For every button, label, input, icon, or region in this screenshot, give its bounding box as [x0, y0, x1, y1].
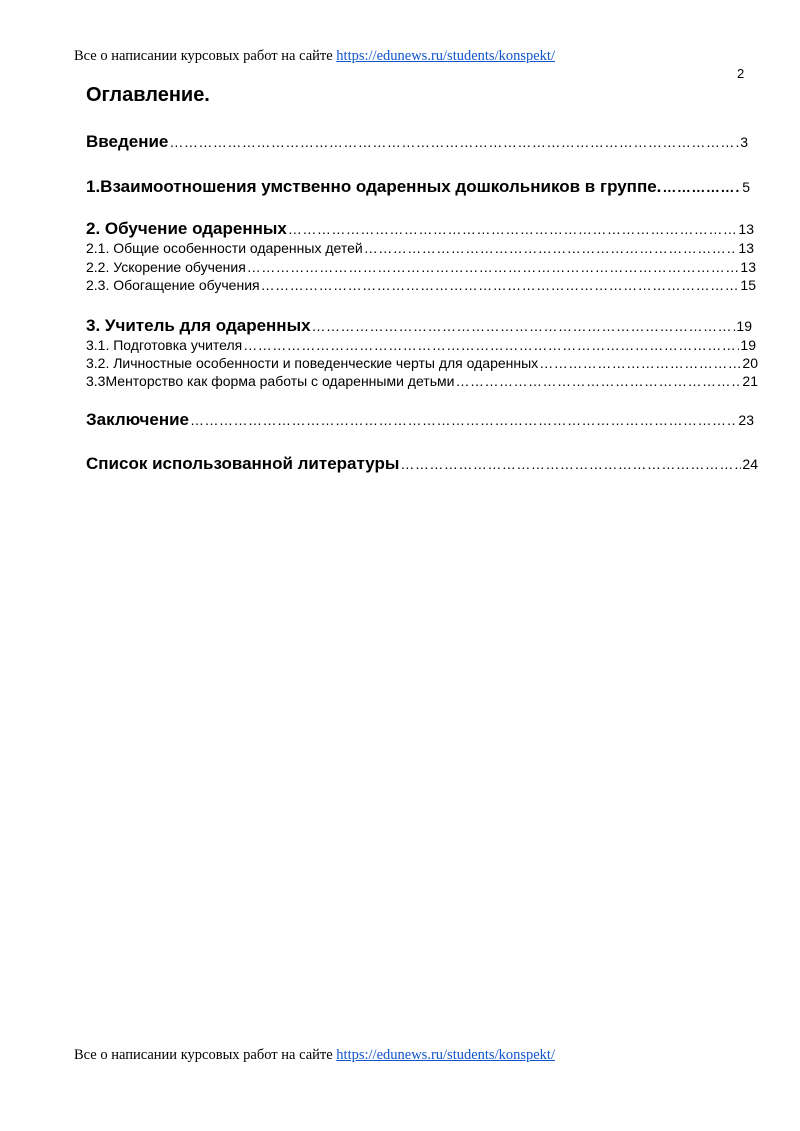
- toc-entry-2-3[interactable]: [86, 277, 756, 293]
- toc-entry-page: 19: [740, 337, 756, 353]
- toc-entry-text: 3.3Менторство как форма работы с одаренными детьми: [86, 373, 455, 389]
- toc-entry-text: 2.3. Обогащение обучения: [86, 277, 260, 293]
- toc-entry-3-3[interactable]: [86, 373, 758, 389]
- header-link[interactable]: https://edunews.ru/students/konspekt/: [336, 48, 555, 64]
- toc-leader: [455, 373, 741, 389]
- toc-leader: [539, 355, 741, 371]
- toc-leader: [169, 134, 739, 150]
- toc-entry-page: 23: [738, 412, 754, 428]
- header-text: Все о написании курсовых работ на сайте: [74, 48, 337, 64]
- toc-entry-page: 15: [740, 277, 756, 293]
- toc-entry-text: 1.Взаимоотношения умственно одаренных дошкольников в группе.: [86, 177, 662, 196]
- toc-entry-chapter-3[interactable]: [86, 316, 752, 336]
- toc-entry-page: 21: [742, 373, 758, 389]
- toc-entry-2-1[interactable]: [86, 240, 754, 256]
- toc-leader: [243, 337, 739, 353]
- toc-entry-page: 5: [742, 179, 750, 195]
- toc-entry-page: 20: [742, 355, 758, 371]
- toc-entry-page: 19: [736, 318, 752, 334]
- toc-entry-text: 3.2. Личностные особенности и поведенческие черты для одаренных: [86, 355, 539, 371]
- toc-entry-text: Введение: [86, 132, 169, 151]
- page-footer: [74, 1047, 555, 1064]
- toc-entry-text: 2.1. Общие особенности одаренных детей: [86, 240, 363, 256]
- toc-entry-2-2[interactable]: [86, 259, 756, 275]
- toc-leader: [364, 240, 738, 256]
- toc-entry-conclusion[interactable]: [86, 410, 754, 430]
- footer-link[interactable]: https://edunews.ru/students/konspekt/: [336, 1047, 555, 1063]
- toc-entry-page: 13: [740, 259, 756, 275]
- toc-title: Оглавление.: [86, 84, 210, 106]
- toc-entry-references[interactable]: [86, 454, 758, 474]
- toc-entry-3-2[interactable]: [86, 355, 758, 371]
- toc-leader: [288, 221, 738, 237]
- page-number: 2: [737, 66, 745, 81]
- toc-entry-text: 3.1. Подготовка учителя: [86, 337, 243, 353]
- toc-entry-introduction[interactable]: [86, 132, 748, 152]
- toc-entry-chapter-2[interactable]: [86, 219, 754, 239]
- toc-leader: [247, 259, 740, 275]
- toc-entry-chapter-1[interactable]: [86, 177, 750, 197]
- toc-entry-page: 13: [738, 221, 754, 237]
- toc-entry-text: 2.2. Ускорение обучения: [86, 259, 246, 275]
- toc-entry-text: 3. Учитель для одаренных: [86, 316, 311, 335]
- footer-text: Все о написании курсовых работ на сайте: [74, 1047, 337, 1063]
- toc-entry-page: 3: [740, 134, 748, 150]
- toc-entry-text: Заключение: [86, 410, 189, 429]
- toc-entry-3-1[interactable]: [86, 337, 756, 353]
- toc-entry-page: 13: [738, 240, 754, 256]
- toc-leader: [190, 412, 737, 428]
- page-header: [74, 48, 555, 65]
- toc-leader: [261, 277, 740, 293]
- toc-leader: [400, 456, 741, 472]
- toc-entry-page: 24: [742, 456, 758, 472]
- toc-leader: [662, 179, 741, 195]
- toc-entry-text: Список использованной литературы: [86, 454, 400, 473]
- toc-entry-text: 2. Обучение одаренных: [86, 219, 287, 238]
- toc-leader: [312, 318, 736, 334]
